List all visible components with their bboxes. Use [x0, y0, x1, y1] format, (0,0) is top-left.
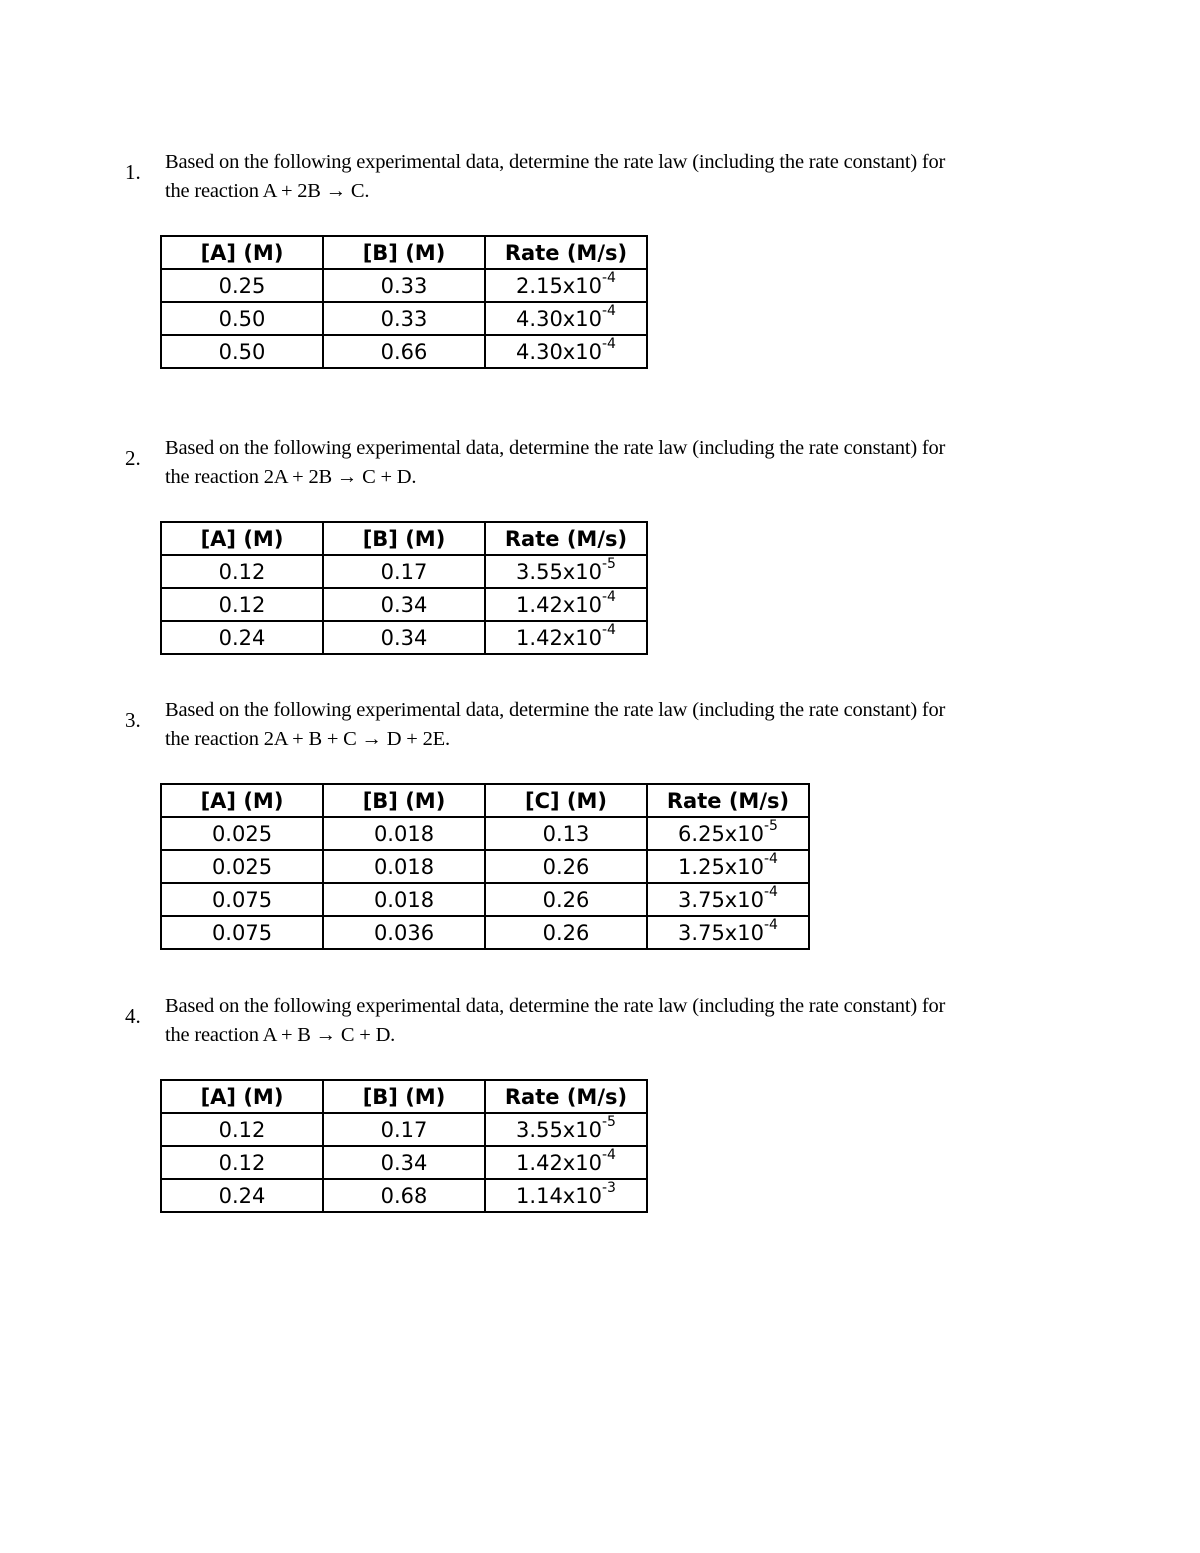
table-cell: 0.24 — [161, 1179, 323, 1212]
column-header: Rate (M/s) — [485, 236, 647, 269]
table-row — [161, 1179, 647, 1212]
table-header-row — [161, 236, 647, 269]
column-header: Rate (M/s) — [647, 784, 809, 817]
rate-cell — [647, 850, 809, 883]
column-header: [A] (M) — [161, 784, 323, 817]
column-header: [C] (M) — [485, 784, 647, 817]
table-row — [161, 555, 647, 588]
rate-mantissa: 3.55x10 — [516, 1117, 602, 1142]
rate-cell — [485, 588, 647, 621]
table-row — [161, 335, 647, 368]
table-row — [161, 621, 647, 654]
table-cell: 0.26 — [485, 850, 647, 883]
table-cell: 0.26 — [485, 916, 647, 949]
rate-cell — [647, 883, 809, 916]
question-text-line: the reaction 2A + 2B → C + D. — [165, 466, 417, 488]
column-header: [B] (M) — [323, 522, 485, 555]
table-row — [161, 850, 809, 883]
table-cell: 0.33 — [323, 302, 485, 335]
column-header: [A] (M) — [161, 522, 323, 555]
table-cell: 0.018 — [323, 817, 485, 850]
rate-mantissa: 1.42x10 — [516, 625, 602, 650]
rate-exponent: -4 — [601, 335, 616, 352]
rate-cell — [485, 555, 647, 588]
question-text — [165, 992, 1095, 1050]
rate-cell — [647, 916, 809, 949]
rate-mantissa: 3.55x10 — [516, 559, 602, 584]
table-cell: 0.34 — [323, 588, 485, 621]
table-cell: 0.12 — [161, 555, 323, 588]
column-header: [B] (M) — [323, 236, 485, 269]
rate-exponent: -4 — [763, 883, 778, 900]
table-cell: 0.12 — [161, 1146, 323, 1179]
rate-mantissa: 1.42x10 — [516, 1150, 602, 1175]
table-cell: 0.25 — [161, 269, 323, 302]
data-table-4 — [160, 1079, 648, 1213]
rate-exponent: -4 — [763, 916, 778, 933]
table-header-row — [161, 1080, 647, 1113]
rate-cell — [485, 302, 647, 335]
table-header-row — [161, 522, 647, 555]
rate-exponent: -4 — [601, 1146, 616, 1163]
rate-exponent: -4 — [763, 850, 778, 867]
table-row — [161, 916, 809, 949]
rate-mantissa: 1.14x10 — [516, 1183, 602, 1208]
data-table-2 — [160, 521, 648, 655]
rate-cell — [485, 1146, 647, 1179]
question-text-line: the reaction A + B → C + D. — [165, 1024, 396, 1046]
rate-exponent: -5 — [601, 1113, 616, 1130]
table-cell: 0.33 — [323, 269, 485, 302]
question-number: 2. — [125, 446, 141, 470]
table-cell: 0.025 — [161, 850, 323, 883]
rate-mantissa: 4.30x10 — [516, 339, 602, 364]
table-cell: 0.036 — [323, 916, 485, 949]
question-text-line: Based on the following experimental data, determine the rate law (including the rate constant) for — [165, 699, 946, 721]
rate-mantissa: 2.15x10 — [516, 273, 602, 298]
table-cell: 0.025 — [161, 817, 323, 850]
table-cell: 0.17 — [323, 555, 485, 588]
question-number: 3. — [125, 708, 141, 732]
table-row — [161, 1146, 647, 1179]
data-table-3 — [160, 783, 810, 950]
question-text-line: the reaction A + 2B → C. — [165, 180, 370, 202]
rate-mantissa: 3.75x10 — [678, 887, 764, 912]
question-text — [165, 434, 1095, 492]
question-text — [165, 148, 1095, 206]
table-cell: 0.26 — [485, 883, 647, 916]
rate-mantissa: 4.30x10 — [516, 306, 602, 331]
rate-cell — [647, 817, 809, 850]
rate-cell — [485, 1113, 647, 1146]
table-cell: 0.13 — [485, 817, 647, 850]
rate-cell — [485, 621, 647, 654]
table-cell: 0.018 — [323, 850, 485, 883]
data-table-1 — [160, 235, 648, 369]
rate-exponent: -3 — [601, 1179, 616, 1196]
table-cell: 0.075 — [161, 916, 323, 949]
rate-cell — [485, 335, 647, 368]
table-cell: 0.50 — [161, 302, 323, 335]
table-cell: 0.68 — [323, 1179, 485, 1212]
column-header: [A] (M) — [161, 236, 323, 269]
table-cell: 0.50 — [161, 335, 323, 368]
question-number: 4. — [125, 1004, 141, 1028]
question-number: 1. — [125, 160, 141, 184]
question-text-line: the reaction 2A + B + C → D + 2E. — [165, 728, 450, 750]
table-cell: 0.12 — [161, 588, 323, 621]
question-text-line: Based on the following experimental data, determine the rate law (including the rate constant) for — [165, 151, 946, 173]
rate-mantissa: 1.42x10 — [516, 592, 602, 617]
table-row — [161, 1113, 647, 1146]
question-text-line: Based on the following experimental data, determine the rate law (including the rate constant) for — [165, 437, 946, 459]
table-row — [161, 269, 647, 302]
column-header: Rate (M/s) — [485, 1080, 647, 1113]
rate-mantissa: 1.25x10 — [678, 854, 764, 879]
table-row — [161, 302, 647, 335]
rate-exponent: -4 — [601, 621, 616, 638]
table-cell: 0.17 — [323, 1113, 485, 1146]
rate-cell — [485, 269, 647, 302]
rate-exponent: -4 — [601, 269, 616, 286]
table-cell: 0.34 — [323, 621, 485, 654]
table-cell: 0.66 — [323, 335, 485, 368]
rate-exponent: -4 — [601, 588, 616, 605]
table-row — [161, 817, 809, 850]
column-header: [B] (M) — [323, 1080, 485, 1113]
question-text — [165, 696, 1095, 754]
question-text-line: Based on the following experimental data, determine the rate law (including the rate constant) for — [165, 995, 946, 1017]
rate-exponent: -5 — [763, 817, 778, 834]
column-header: Rate (M/s) — [485, 522, 647, 555]
column-header: [B] (M) — [323, 784, 485, 817]
rate-exponent: -5 — [601, 555, 616, 572]
table-row — [161, 883, 809, 916]
table-cell: 0.34 — [323, 1146, 485, 1179]
table-row — [161, 588, 647, 621]
table-cell: 0.24 — [161, 621, 323, 654]
table-cell: 0.12 — [161, 1113, 323, 1146]
table-cell: 0.018 — [323, 883, 485, 916]
rate-mantissa: 3.75x10 — [678, 920, 764, 945]
rate-mantissa: 6.25x10 — [678, 821, 764, 846]
rate-exponent: -4 — [601, 302, 616, 319]
table-header-row — [161, 784, 809, 817]
column-header: [A] (M) — [161, 1080, 323, 1113]
rate-cell — [485, 1179, 647, 1212]
table-cell: 0.075 — [161, 883, 323, 916]
